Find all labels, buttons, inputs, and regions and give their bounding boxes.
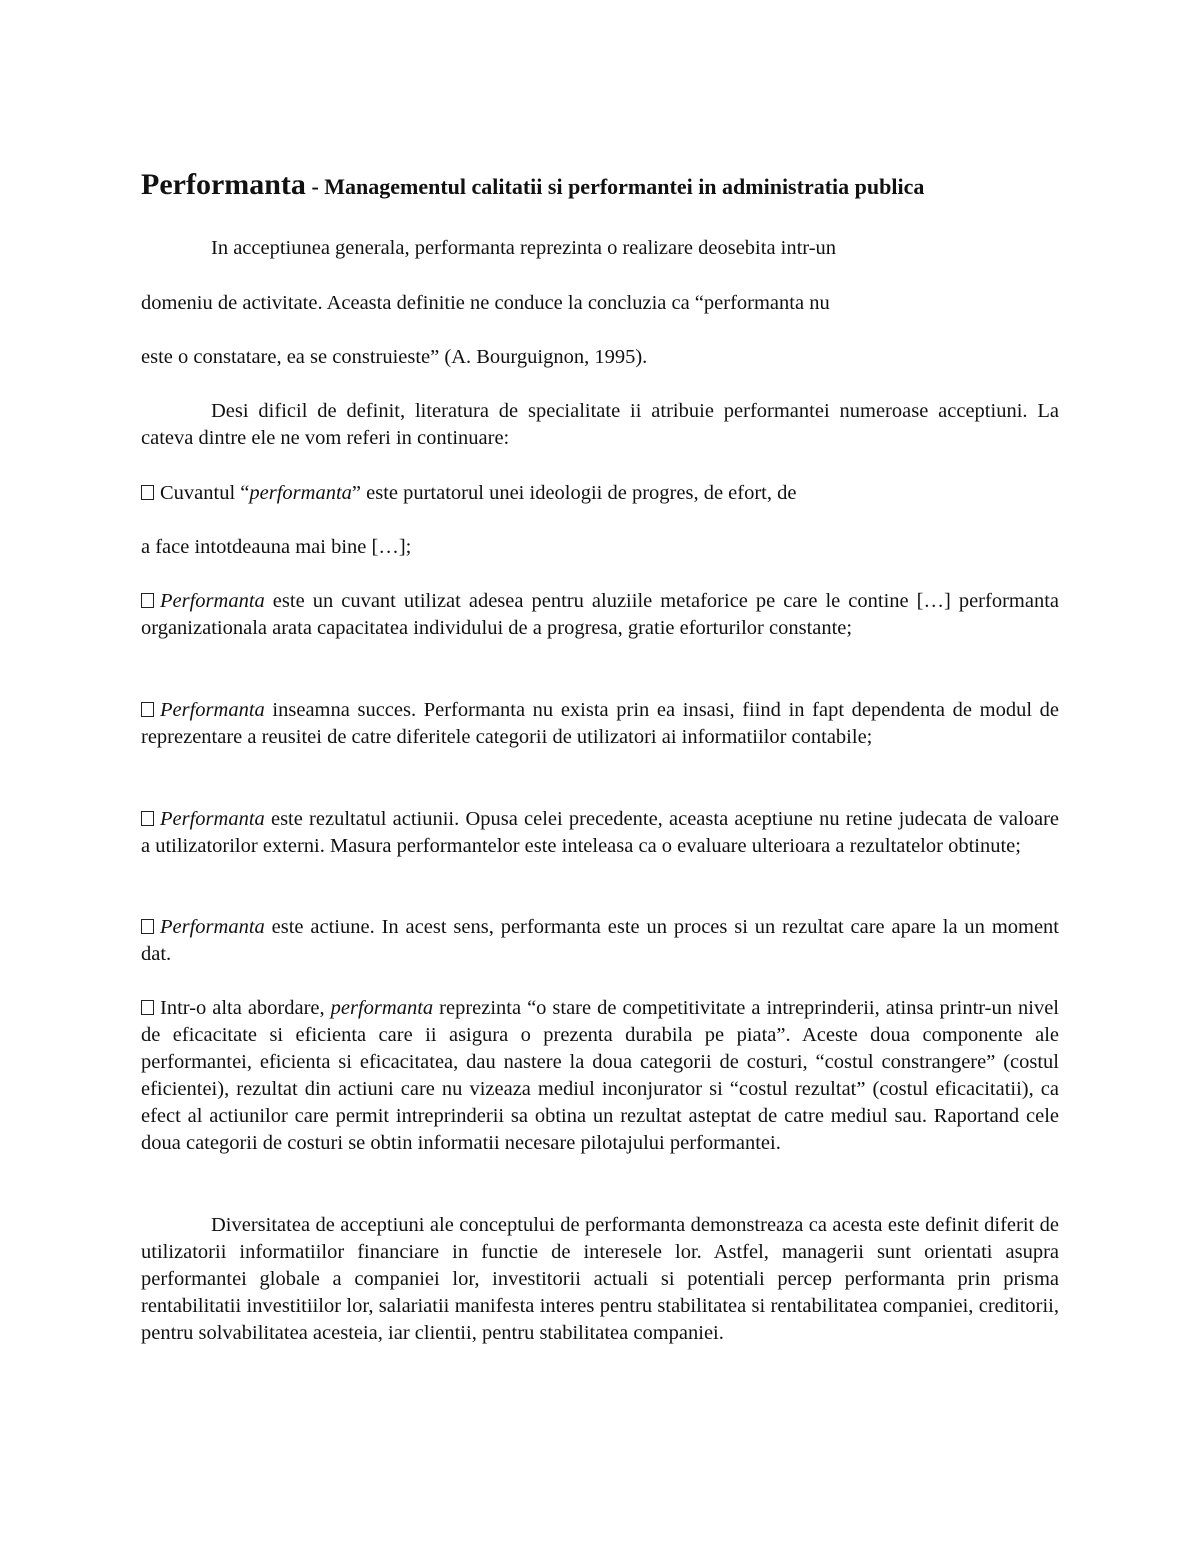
bullet-item-5: Performanta este actiune. In acest sens, performanta este un proces si un rezultat care apare la un moment dat.	[141, 916, 1059, 965]
paragraph-3: Diversitatea de acceptiuni ale conceptului de performanta demonstreaza ca acesta este definit diferit de utilizatorii informatiilor financiare in functie de interesele lor. Astfel, managerii sunt orientati asupra performantei globale a companiei lor, investitorii actuali si potentiali percep performanta prin prisma rentabilitatii investitiilor lor, salariatii manifesta interes pentru stabilitatea si rentabilitatea companiei, creditorii, pentru solvabilitatea acesteia, iar clientii, pentru stabilitatea companiei.	[141, 1214, 1059, 1344]
bullet-item-4: Performanta este rezultatul actiunii. Opusa celei precedente, aceasta aceptiune nu retine judecata de valoare a utilizatorilor externi. Masura performantelor este inteleasa ca o evaluare ulterioara a rezultatelor obtinute;	[141, 808, 1059, 857]
title-subtitle: Managementul calitatii si performantei in administratia publica	[324, 174, 925, 199]
bullet-box-icon	[141, 1000, 154, 1015]
bullet-item-2: Performanta este un cuvant utilizat adesea pentru aluziile metaforice pe care le contine […] performanta organizationala arata capacitatea individului de a progresa, gratie eforturilor constante;	[141, 590, 1059, 639]
paragraph-1-line-3: este o constatare, ea se construieste” (A. Bourguignon, 1995).	[141, 346, 648, 368]
title-main: Performanta	[141, 168, 306, 201]
bullet-box-icon	[141, 811, 154, 826]
title-separator: -	[305, 174, 325, 199]
bullet-item-3: Performanta inseamna succes. Performanta nu exista prin ea insasi, fiind in fapt dependenta de modul de reprezentare a reusitei de catre diferitele categorii de utilizatori ai informatiilor contabile;	[141, 699, 1059, 748]
bullet-box-icon	[141, 702, 154, 717]
document-title	[141, 168, 924, 202]
paragraph-1-line-1: In acceptiunea generala, performanta reprezinta o realizare deosebita intr-un	[211, 237, 837, 259]
bullet-box-icon	[141, 593, 154, 608]
bullet-box-icon	[141, 919, 154, 934]
bullet-item-1-line-2: a face intotdeauna mai bine […];	[141, 536, 412, 558]
bullet-box-icon	[141, 485, 154, 500]
bullet-item-6: Intr-o alta abordare, performanta reprezinta “o stare de competitivitate a intreprinderii, atinsa printr-un nivel de eficacitate si eficienta care ii asigura o prezenta durabila pe piata”. Aceste doua componente ale performantei, eficienta si eficacitatea, dau nastere la doua categorii de costuri, “costul constrangere” (costul eficientei), rezultat din actiuni care nu vizeaza mediul inconjurator si “costul rezultat” (costul eficacitatii), ca efect al actiunilor care permit intreprinderii sa obtina un rezultat asteptat de catre mediul sau. Raportand cele doua categorii de costuri se obtin informatii necesare pilotajului performantei.	[141, 997, 1059, 1154]
paragraph-1-line-2: domeniu de activitate. Aceasta definitie ne conduce la concluzia ca “performanta nu	[141, 292, 830, 314]
bullet-item-1: Cuvantul “performanta” este purtatorul unei ideologii de progres, de efort, de	[141, 480, 1059, 507]
paragraph-2: Desi dificil de definit, literatura de specialitate ii atribuie performantei numeroase acceptiuni. La cateva dintre ele ne vom referi in continuare:	[141, 400, 1059, 449]
